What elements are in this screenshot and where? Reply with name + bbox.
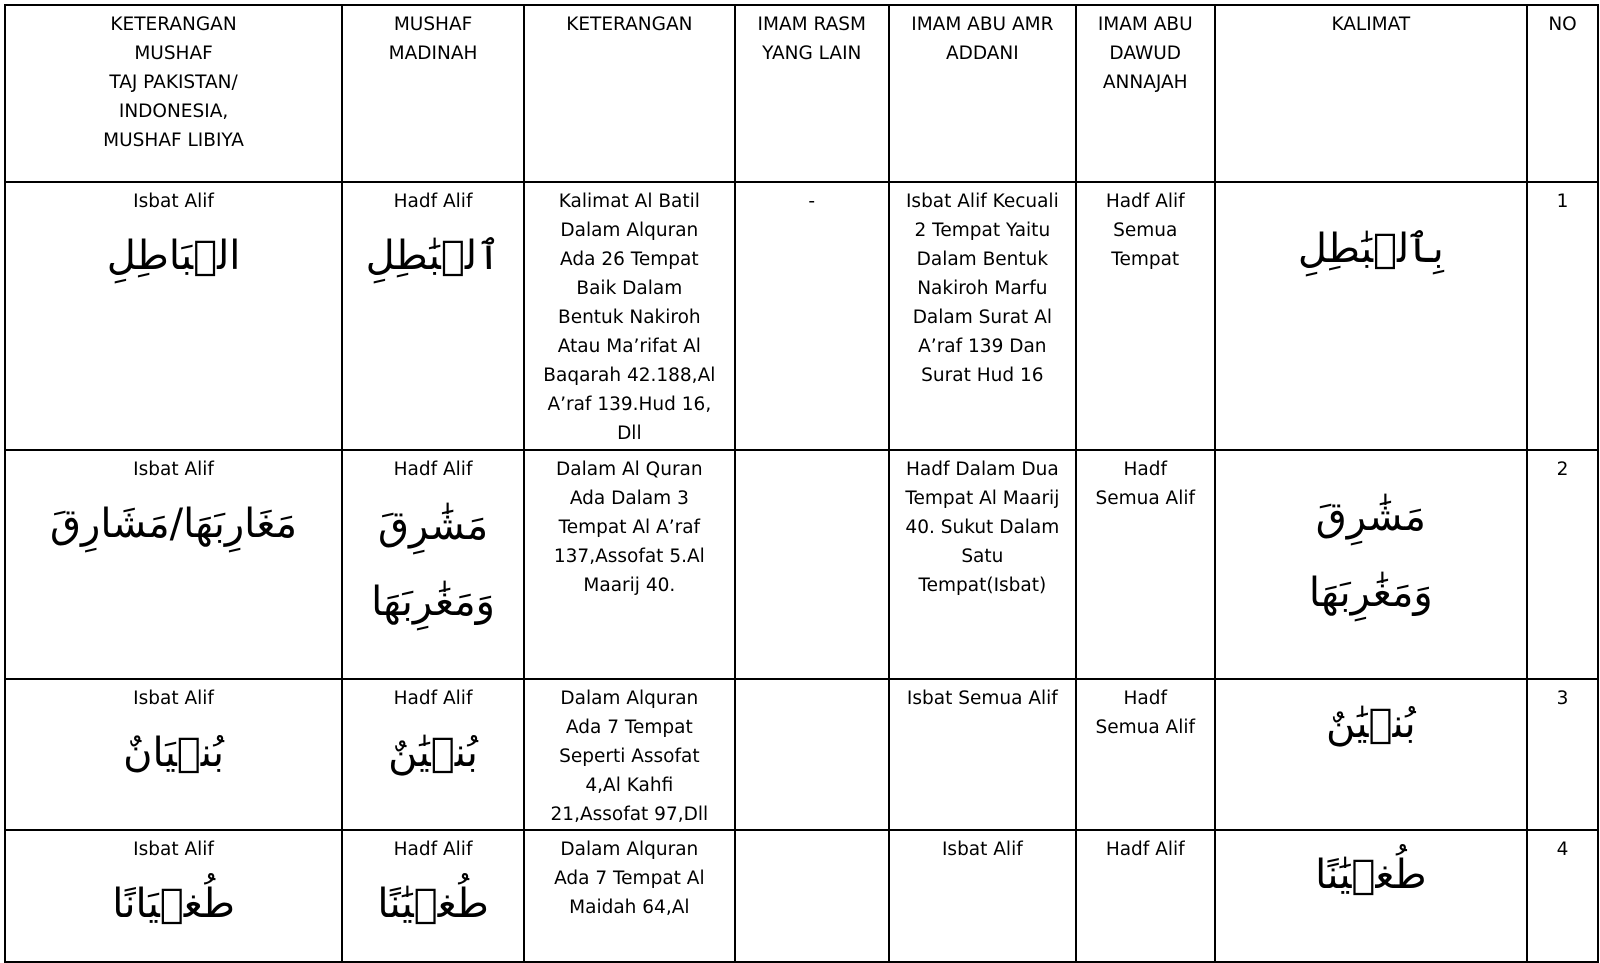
kalimat-arabic: بُنۡيَٰنٌ [1325, 701, 1416, 747]
qiraat-comparison-table [4, 4, 1599, 963]
taj-label: Isbat Alif [133, 191, 214, 212]
madinah-arabic: طُغۡيَٰنًا [377, 881, 489, 927]
abu-dawud-text: Hadf Semua Alif [1095, 688, 1196, 738]
madinah-label: Hadf Alif [393, 459, 473, 480]
header-no-text: NO [1548, 14, 1577, 35]
cell-imam-abu-dawud [1076, 830, 1215, 962]
row-number: 2 [1556, 459, 1569, 480]
row-number: 3 [1556, 688, 1569, 709]
header-imam-rasm [735, 5, 889, 182]
kalimat-arabic: طُغۡيَٰنًا [1315, 852, 1427, 898]
cell-kalimat [1215, 182, 1527, 450]
header-imam-abu-dawud [1076, 5, 1215, 182]
table-row [5, 182, 1598, 450]
cell-kalimat [1215, 450, 1527, 679]
cell-keterangan [524, 830, 735, 962]
cell-imam-rasm [735, 679, 889, 830]
cell-imam-abu-dawud [1076, 182, 1215, 450]
keterangan-text: Dalam Al Quran Ada Dalam 3 Tempat Al A’raf 137,Assofat 5.Al Maarij 40. [553, 459, 705, 596]
kalimat-arabic-line-1: مَشَٰرِقَ [1315, 494, 1426, 540]
taj-arabic: الۡبَاطِلِ [106, 233, 241, 279]
cell-imam-abu-amr [889, 450, 1076, 679]
cell-mushaf-madinah [342, 830, 524, 962]
header-mushaf-madinah [342, 5, 524, 182]
madinah-arabic: ٱلۡبَٰطِلِ [365, 233, 501, 279]
abu-amr-text: Isbat Alif [941, 839, 1023, 860]
madinah-arabic [346, 488, 520, 640]
table-row [5, 450, 1598, 679]
taj-label: Isbat Alif [133, 688, 214, 709]
cell-keterangan [524, 450, 735, 679]
cell-mushaf-madinah [342, 679, 524, 830]
cell-mushaf-madinah [342, 450, 524, 679]
header-imam-abu-amr-text: IMAM ABU AMR ADDANI [911, 14, 1054, 64]
header-keterangan [524, 5, 735, 182]
row-number: 4 [1556, 839, 1569, 860]
cell-keterangan-mushaf [5, 830, 342, 962]
header-imam-abu-amr [889, 5, 1076, 182]
madinah-label: Hadf Alif [393, 839, 473, 860]
header-row [5, 5, 1598, 182]
madinah-label: Hadf Alif [393, 688, 473, 709]
cell-imam-abu-dawud [1076, 450, 1215, 679]
header-keterangan-text: KETERANGAN [566, 14, 693, 35]
keterangan-text: Dalam Alquran Ada 7 Tempat Seperti Assofat 4,Al Kahfi 21,Assofat 97,Dll [550, 688, 709, 825]
taj-label: Isbat Alif [133, 459, 214, 480]
header-kalimat-text: KALIMAT [1331, 14, 1411, 35]
abu-dawud-text: Hadf Alif Semua Tempat [1105, 191, 1185, 270]
header-keterangan-mushaf [5, 5, 342, 182]
table-row [5, 679, 1598, 830]
header-imam-abu-dawud-text: IMAM ABU DAWUD ANNAJAH [1097, 14, 1193, 93]
cell-imam-abu-amr [889, 182, 1076, 450]
cell-imam-abu-dawud [1076, 679, 1215, 830]
cell-imam-rasm [735, 450, 889, 679]
taj-arabic: طُغۡيَانًا [112, 881, 235, 927]
madinah-label: Hadf Alif [393, 191, 473, 212]
madinah-arabic: بُنۡيَٰنٌ [388, 730, 478, 776]
cell-keterangan-mushaf [5, 450, 342, 679]
cell-imam-abu-amr [889, 830, 1076, 962]
imam-rasm-text: - [808, 191, 816, 212]
abu-amr-text: Hadf Dalam Dua Tempat Al Maarij 40. Sukut Dalam Satu Tempat(Isbat) [905, 459, 1060, 596]
cell-keterangan [524, 679, 735, 830]
madinah-arabic-line-1: مَشَٰرِقَ [377, 503, 489, 549]
madinah-arabic-line-2: وَمَغَٰرِبَهَا [371, 579, 495, 625]
taj-label: Isbat Alif [133, 839, 214, 860]
cell-imam-rasm [735, 182, 889, 450]
cell-mushaf-madinah [342, 182, 524, 450]
abu-amr-text: Isbat Alif Kecuali 2 Tempat Yaitu Dalam Bentuk Nakiroh Marfu Dalam Surat Al A’raf 139 Dan Surat Hud 16 [905, 191, 1059, 386]
row-number: 1 [1556, 191, 1569, 212]
header-no [1527, 5, 1598, 182]
cell-no [1527, 830, 1598, 962]
cell-imam-abu-amr [889, 679, 1076, 830]
keterangan-text: Dalam Alquran Ada 7 Tempat Al Maidah 64,Al [554, 839, 705, 918]
kalimat-arabic [1219, 479, 1523, 631]
table-row [5, 830, 1598, 962]
header-kalimat [1215, 5, 1527, 182]
taj-arabic: مَغَارِبَهَا/مَشَارِقَ [49, 501, 298, 547]
header-mushaf-madinah-text: MUSHAF MADINAH [388, 14, 478, 64]
keterangan-text: Kalimat Al Batil Dalam Alquran Ada 26 Tempat Baik Dalam Bentuk Nakiroh Atau Ma’rifat Al Baqarah 42.188,Al A’raf 139.Hud 16, Dll [543, 191, 716, 444]
cell-keterangan-mushaf [5, 182, 342, 450]
abu-amr-text: Isbat Semua Alif [906, 688, 1058, 709]
abu-dawud-text: Hadf Semua Alif [1095, 459, 1196, 509]
cell-no [1527, 450, 1598, 679]
cell-kalimat [1215, 679, 1527, 830]
kalimat-arabic: بِٱلۡبَٰطِلِ [1297, 226, 1444, 272]
kalimat-arabic-line-2: وَمَغَٰرِبَهَا [1308, 570, 1433, 616]
header-keterangan-mushaf-text: KETERANGAN MUSHAF TAJ PAKISTAN/ INDONESIA, MUSHAF LIBIYA [103, 14, 244, 151]
cell-imam-rasm [735, 830, 889, 962]
abu-dawud-text: Hadf Alif [1105, 839, 1185, 860]
taj-arabic: بُنۡيَانٌ [123, 730, 224, 776]
cell-kalimat [1215, 830, 1527, 962]
cell-keterangan [524, 182, 735, 450]
cell-keterangan-mushaf [5, 679, 342, 830]
cell-no [1527, 679, 1598, 830]
cell-no [1527, 182, 1598, 450]
header-imam-rasm-text: IMAM RASM YANG LAIN [757, 14, 866, 64]
